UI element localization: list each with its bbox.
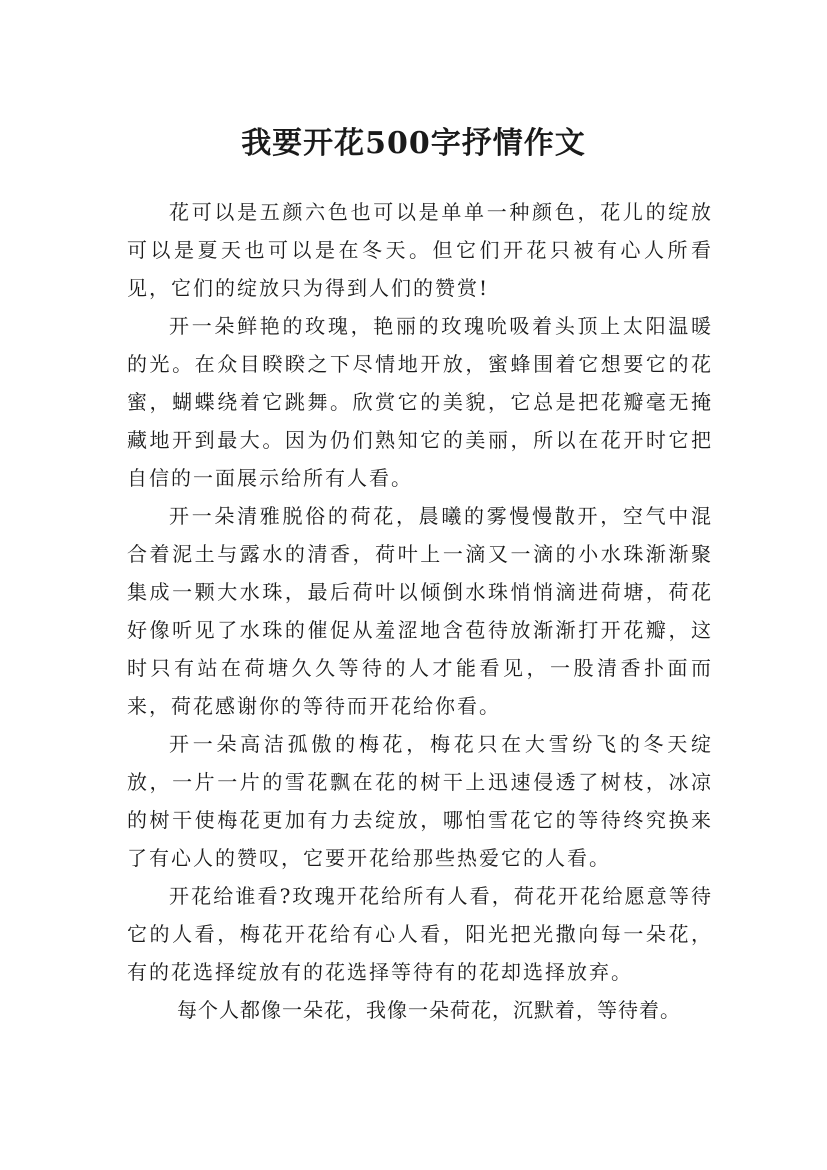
paragraph-5: 开花给谁看?玫瑰开花给所有人看，荷花开花给愿意等待它的人看，梅花开花给有心人看，阳光把光撒向每一朵花，有的花选择绽放有的花选择等待有的花却选择放弃。 xyxy=(127,884,713,984)
paragraph-1: 花可以是五颜六色也可以是单单一种颜色，花儿的绽放可以是夏天也可以是在冬天。但它们开花只被有心人所看见，它们的绽放只为得到人们的赞赏! xyxy=(127,200,713,300)
paragraph-2: 开一朵鲜艳的玫瑰，艳丽的玫瑰吮吸着头顶上太阳温暖的光。在众目睽睽之下尽情地开放，蜜蜂围着它想要它的花蜜，蝴蝶绕着它跳舞。欣赏它的美貌，它总是把花瓣毫无掩藏地开到最大。因为仍们熟知它的美丽，所以在花开时它把自信的一面展示给所有人看。 xyxy=(127,314,713,490)
document-title: 我要开花500字抒情作文 xyxy=(241,126,586,162)
paragraph-4: 开一朵高洁孤傲的梅花，梅花只在大雪纷飞的冬天绽放，一片一片的雪花飘在花的树干上迅速侵透了树枝，冰凉的树干使梅花更加有力去绽放，哪怕雪花它的等待终究换来了有心人的赞叹，它要开花给那些热爱它的人看。 xyxy=(127,732,713,870)
document-body xyxy=(127,193,713,1029)
paragraph-3: 开一朵清雅脱俗的荷花，晨曦的雾慢慢散开，空气中混合着泥土与露水的清香，荷叶上一滴又一滴的小水珠渐渐聚集成一颗大水珠，最后荷叶以倾倒水珠悄悄滴进荷塘，荷花好像听见了水珠的催促从羞涩地含苞待放渐渐打开花瓣，这时只有站在荷塘久久等待的人才能看见，一股清香扑面而来，荷花感谢你的等待而开花给你看。 xyxy=(127,504,713,718)
paragraph-6: 每个人都像一朵花，我像一朵荷花，沉默着，等待着。 xyxy=(177,998,681,1022)
